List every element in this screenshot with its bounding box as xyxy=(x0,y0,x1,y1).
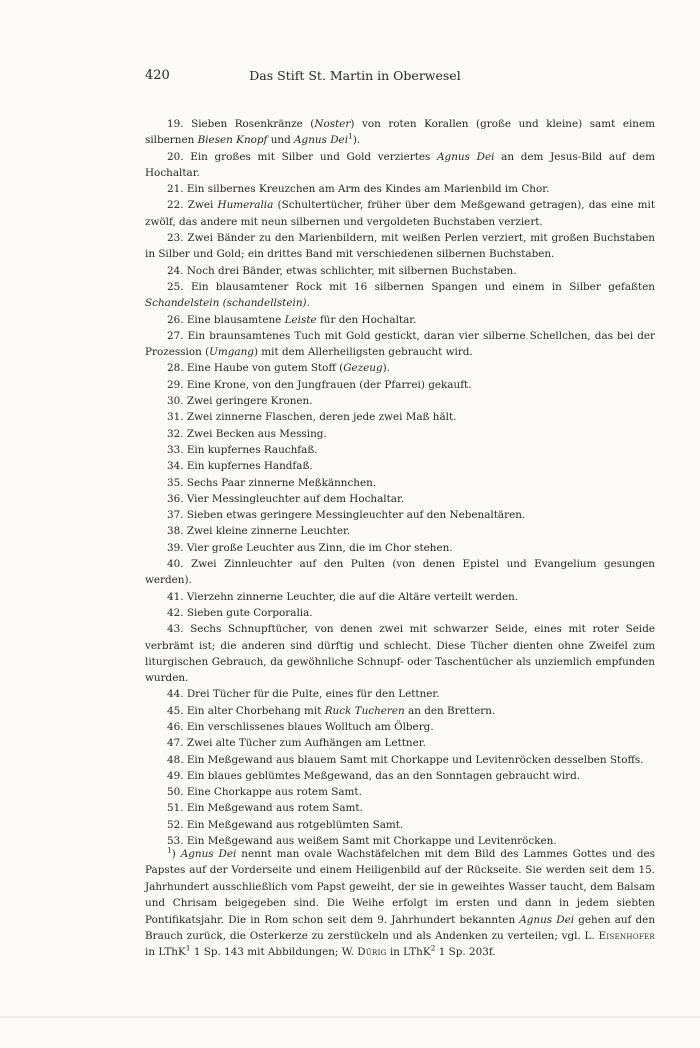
inventory-item: 28. Eine Haube von gutem Stoff (Gezeug). xyxy=(167,362,390,375)
item-number: 21. xyxy=(167,183,184,196)
inventory-item: 27. Ein braunsamtenes Tuch mit Gold gestickt, daran vier silberne Schellchen, das bei der Prozession (Umgang) mit dem Allerheiligsten gebraucht wird. xyxy=(145,329,655,359)
inventory-item: 21. Ein silbernes Kreuzchen am Arm des Kindes am Marienbild im Chor. xyxy=(167,183,550,196)
inventory-item: 44. Drei Tücher für die Pulte, eines für den Lettner. xyxy=(167,688,440,701)
item-number: 52. xyxy=(167,818,184,831)
inventory-item: 34. Ein kupfernes Handfaß. xyxy=(167,460,313,473)
running-title: Das Stift St. Martin in Oberwesel xyxy=(249,68,461,83)
footnote-author: Dürig xyxy=(357,946,387,959)
inventory-item: 31. Zwei zinnerne Flaschen, deren jede zwei Maß hält. xyxy=(167,411,457,424)
item-number: 50. xyxy=(167,786,184,799)
inventory-item: 35. Sechs Paar zinnerne Meßkännchen. xyxy=(167,476,377,489)
inventory-item: 38. Zwei kleine zinnerne Leuchter. xyxy=(167,525,351,538)
item-term: Schandelstein (schandellstein) xyxy=(145,297,307,310)
item-number: 20. xyxy=(167,150,184,163)
item-number: 29. xyxy=(167,378,184,391)
item-number: 32. xyxy=(167,427,184,440)
item-number: 40. xyxy=(167,558,184,571)
item-number: 26. xyxy=(167,313,184,326)
inventory-item: 24. Noch drei Bänder, etwas schlichter, mit silbernen Buchstaben. xyxy=(167,264,517,277)
item-number: 37. xyxy=(167,509,184,522)
inventory-item: 26. Eine blausamtene Leiste für den Hochaltar. xyxy=(167,313,417,326)
inventory-item: 48. Ein Meßgewand aus blauem Samt mit Chorkappe und Levitenröcken desselben Stoffs. xyxy=(167,753,644,766)
item-number: 46. xyxy=(167,720,184,733)
inventory-item: 53. Ein Meßgewand aus weißem Samt mit Chorkappe und Levitenröcken. xyxy=(167,835,557,848)
item-number: 27. xyxy=(167,329,184,342)
item-term: Agnus Dei xyxy=(437,150,495,163)
item-number: 33. xyxy=(167,443,184,456)
footnote-term: Agnus Dei xyxy=(180,848,237,860)
item-number: 30. xyxy=(167,395,184,408)
item-number: 25. xyxy=(167,280,184,293)
page-number: 420 xyxy=(145,68,170,83)
inventory-item: 30. Zwei geringere Kronen. xyxy=(167,395,313,408)
item-number: 48. xyxy=(167,753,184,766)
inventory-item: 20. Ein großes mit Silber und Gold verziertes Agnus Dei an dem Jesus-Bild auf dem Hochaltar. xyxy=(145,150,655,179)
inventory-item: 43. Sechs Schnupftücher, von denen zwei mit schwarzer Seide, eines mit roter Seide verbrämt ist; die anderen sind dürftig und schlecht. Diese Tücher dienten ohne Zweifel zum liturgischen Gebrauch, da gewöhnliche Schnupf- oder Taschentücher als unziemlich empfunden wurden. xyxy=(145,623,655,685)
item-number: 19. xyxy=(167,118,184,130)
item-term: Ruck Tucheren xyxy=(324,704,405,717)
inventory-item: 50. Eine Chorkappe aus rotem Samt. xyxy=(167,786,362,799)
item-term: Leiste xyxy=(284,313,317,326)
item-number: 49. xyxy=(167,769,184,782)
inventory-item: 41. Vierzehn zinnerne Leuchter, die auf die Altäre verteilt werden. xyxy=(167,590,519,603)
inventory-item: 47. Zwei alte Tücher zum Aufhängen am Lettner. xyxy=(167,737,426,750)
item-number: 28. xyxy=(167,362,184,375)
item-term: Biesen Knopf xyxy=(197,134,268,147)
inventory-item: 45. Ein alter Chorbehang mit Ruck Tucheren an den Brettern. xyxy=(167,704,496,717)
inventory-item: 25. Ein blausamtener Rock mit 16 silbernen Spangen und einem in Silber gefaßten Schandelstein (schandellstein). xyxy=(145,280,655,310)
inventory-item: 51. Ein Meßgewand aus rotem Samt. xyxy=(167,802,363,815)
inventory-item: 32. Zwei Becken aus Messing. xyxy=(167,427,327,440)
item-number: 43. xyxy=(167,623,184,636)
item-number: 51. xyxy=(167,802,184,815)
page-bottom-edge xyxy=(0,1016,700,1018)
item-number: 31. xyxy=(167,411,184,424)
inventory-list xyxy=(145,116,655,849)
item-number: 47. xyxy=(167,737,184,750)
inventory-item: 46. Ein verschlissenes blaues Wolltuch am Ölberg. xyxy=(167,720,434,733)
item-term: Noster xyxy=(314,118,351,130)
inventory-item: 42. Sieben gute Corporalia. xyxy=(167,606,313,619)
item-number: 39. xyxy=(167,541,184,554)
item-number: 38. xyxy=(167,525,184,538)
inventory-item: 40. Zwei Zinnleuchter auf den Pulten (von denen Epistel und Evangelium gesungen werden). xyxy=(145,558,655,587)
inventory-item: 49. Ein blaues geblümtes Meßgewand, das an den Sonntagen gebraucht wird. xyxy=(167,769,581,782)
item-number: 53. xyxy=(167,835,184,848)
item-number: 44. xyxy=(167,688,184,701)
inventory-item: 39. Vier große Leuchter aus Zinn, die im Chor stehen. xyxy=(167,541,453,554)
inventory-item: 22. Zwei Humeralia (Schultertücher, früher über dem Meßgewand getragen), das eine mit zwölf, das andere mit neun silbernen und vergoldeten Buchstaben verziert. xyxy=(145,199,656,228)
item-number: 45. xyxy=(167,704,184,717)
item-number: 34. xyxy=(167,460,184,473)
footnote-marker: 1 xyxy=(167,845,172,855)
footnote-author: Eisenhofer xyxy=(598,930,655,943)
footnote: $^1$) Agnus Dei nennt man ovale Wachstäfelchen mit dem Bild des Lammes Gottes und des Papstes auf der Vorderseite und einem Heiligenbild auf der Rückseite. Sie werden seit dem 15. Jahrhundert ausschließlich vom Papst geweiht, der sie in geweihtes Wasser taucht, dem Balsam und Chrisam beigegeben sind. Die Weihe erfolgt im ersten und dann in jedem siebten Pontifikatsjahr. Die in Rom schon seit dem 9. Jahrhundert bekannten Agnus Dei gehen auf den Brauch zurück, die Osterkerze zu zerstückeln und als Andenken zu verteilen; vgl. L. Eisenhofer in LThK$^1$ 1 Sp. 143 mit Abbildungen; W. Dürig in LThK$^2$ 1 Sp. 203f. xyxy=(145,845,656,959)
inventory-item: 37. Sieben etwas geringere Messingleuchter auf den Nebenaltären. xyxy=(167,509,526,522)
item-number: 24. xyxy=(167,264,184,277)
item-number: 42. xyxy=(167,606,184,619)
item-term: Humeralia xyxy=(217,199,274,212)
inventory-item: 52. Ein Meßgewand aus rotgeblümten Samt. xyxy=(167,818,404,831)
item-number: 41. xyxy=(167,590,184,603)
item-number: 23. xyxy=(167,232,184,245)
item-term: Umgang xyxy=(209,346,254,359)
inventory-item: 33. Ein kupfernes Rauchfaß. xyxy=(167,443,318,456)
page-header xyxy=(145,68,565,88)
item-number: 35. xyxy=(167,476,184,489)
item-term: Gezeug xyxy=(343,362,383,375)
item-number: 36. xyxy=(167,492,184,505)
inventory-item: 36. Vier Messingleuchter auf dem Hochaltar. xyxy=(167,492,405,505)
inventory-item: 29. Eine Krone, von den Jungfrauen (der Pfarrei) gekauft. xyxy=(167,378,472,391)
inventory-item: 19. Sieben Rosenkränze (Noster) von roten Korallen (große und kleine) samt einem silbernen Biesen Knopf und Agnus Dei$^1$). xyxy=(145,118,655,147)
inventory-item: 23. Zwei Bänder zu den Marienbildern, mit weißen Perlen verziert, mit großen Buchstaben in Silber und Gold; ein drittes Band mit verschiedenen silbernen Buchstaben. xyxy=(145,232,655,261)
item-number: 22. xyxy=(167,199,184,212)
item-term: Agnus Dei xyxy=(294,134,349,147)
